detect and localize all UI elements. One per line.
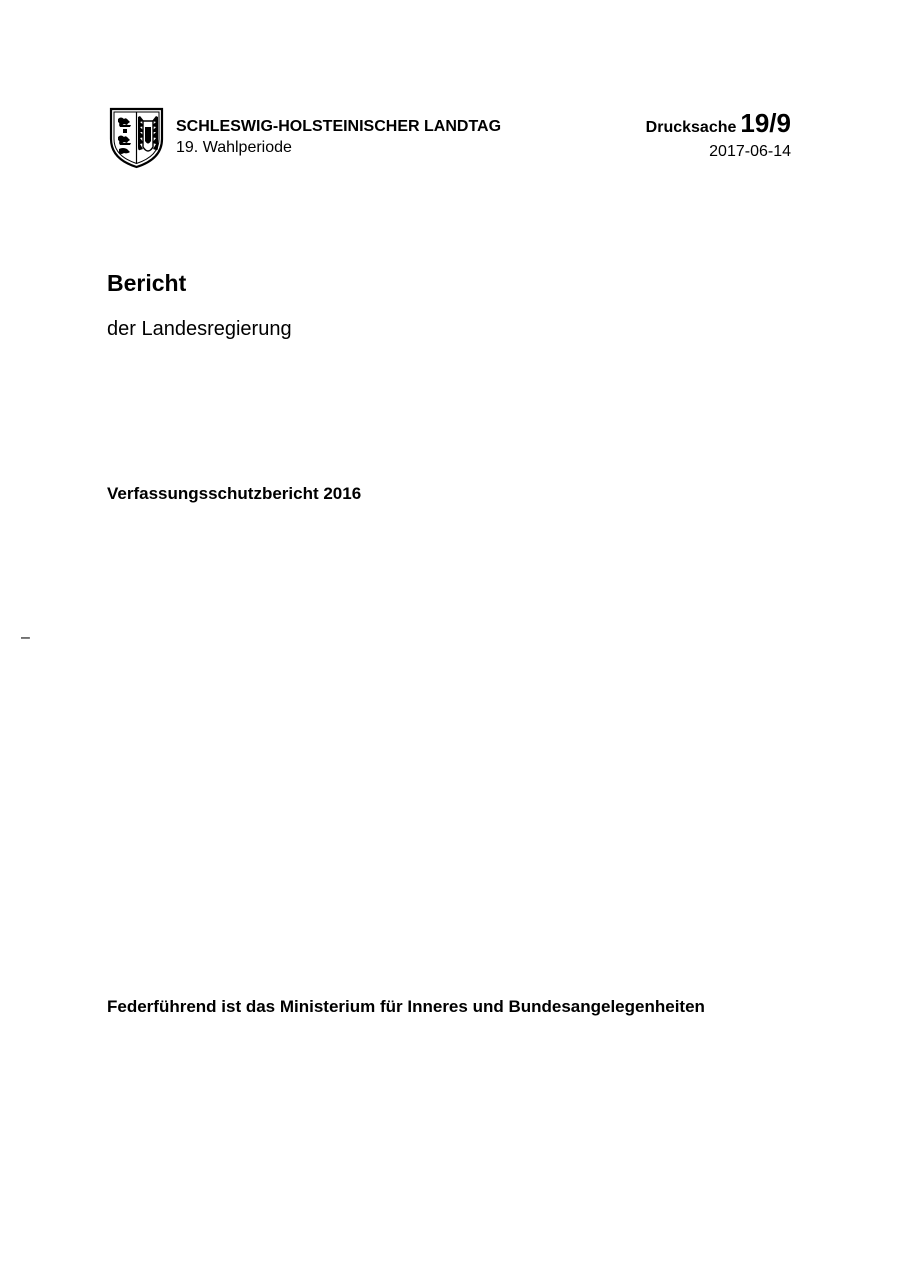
document-date: 2017-06-14 bbox=[709, 143, 791, 160]
lead-ministry-note: Federführend ist das Ministerium für Inneres und Bundesangelegenheiten bbox=[107, 997, 705, 1016]
document-type: Bericht bbox=[107, 270, 187, 296]
margin-mark: – bbox=[21, 629, 30, 646]
coat-of-arms-icon bbox=[109, 107, 164, 169]
header-right bbox=[646, 108, 791, 162]
header-left bbox=[176, 117, 501, 158]
drucksache-number: 19/9 bbox=[740, 108, 791, 138]
document-subject: Verfassungsschutzbericht 2016 bbox=[107, 484, 362, 503]
drucksache-line bbox=[646, 108, 791, 143]
document-origin: der Landesregierung bbox=[107, 318, 292, 340]
parliament-name: SCHLESWIG-HOLSTEINISCHER LANDTAG bbox=[176, 118, 502, 135]
legislative-period: 19. Wahlperiode bbox=[176, 139, 292, 156]
drucksache-label: Drucksache bbox=[645, 119, 737, 136]
